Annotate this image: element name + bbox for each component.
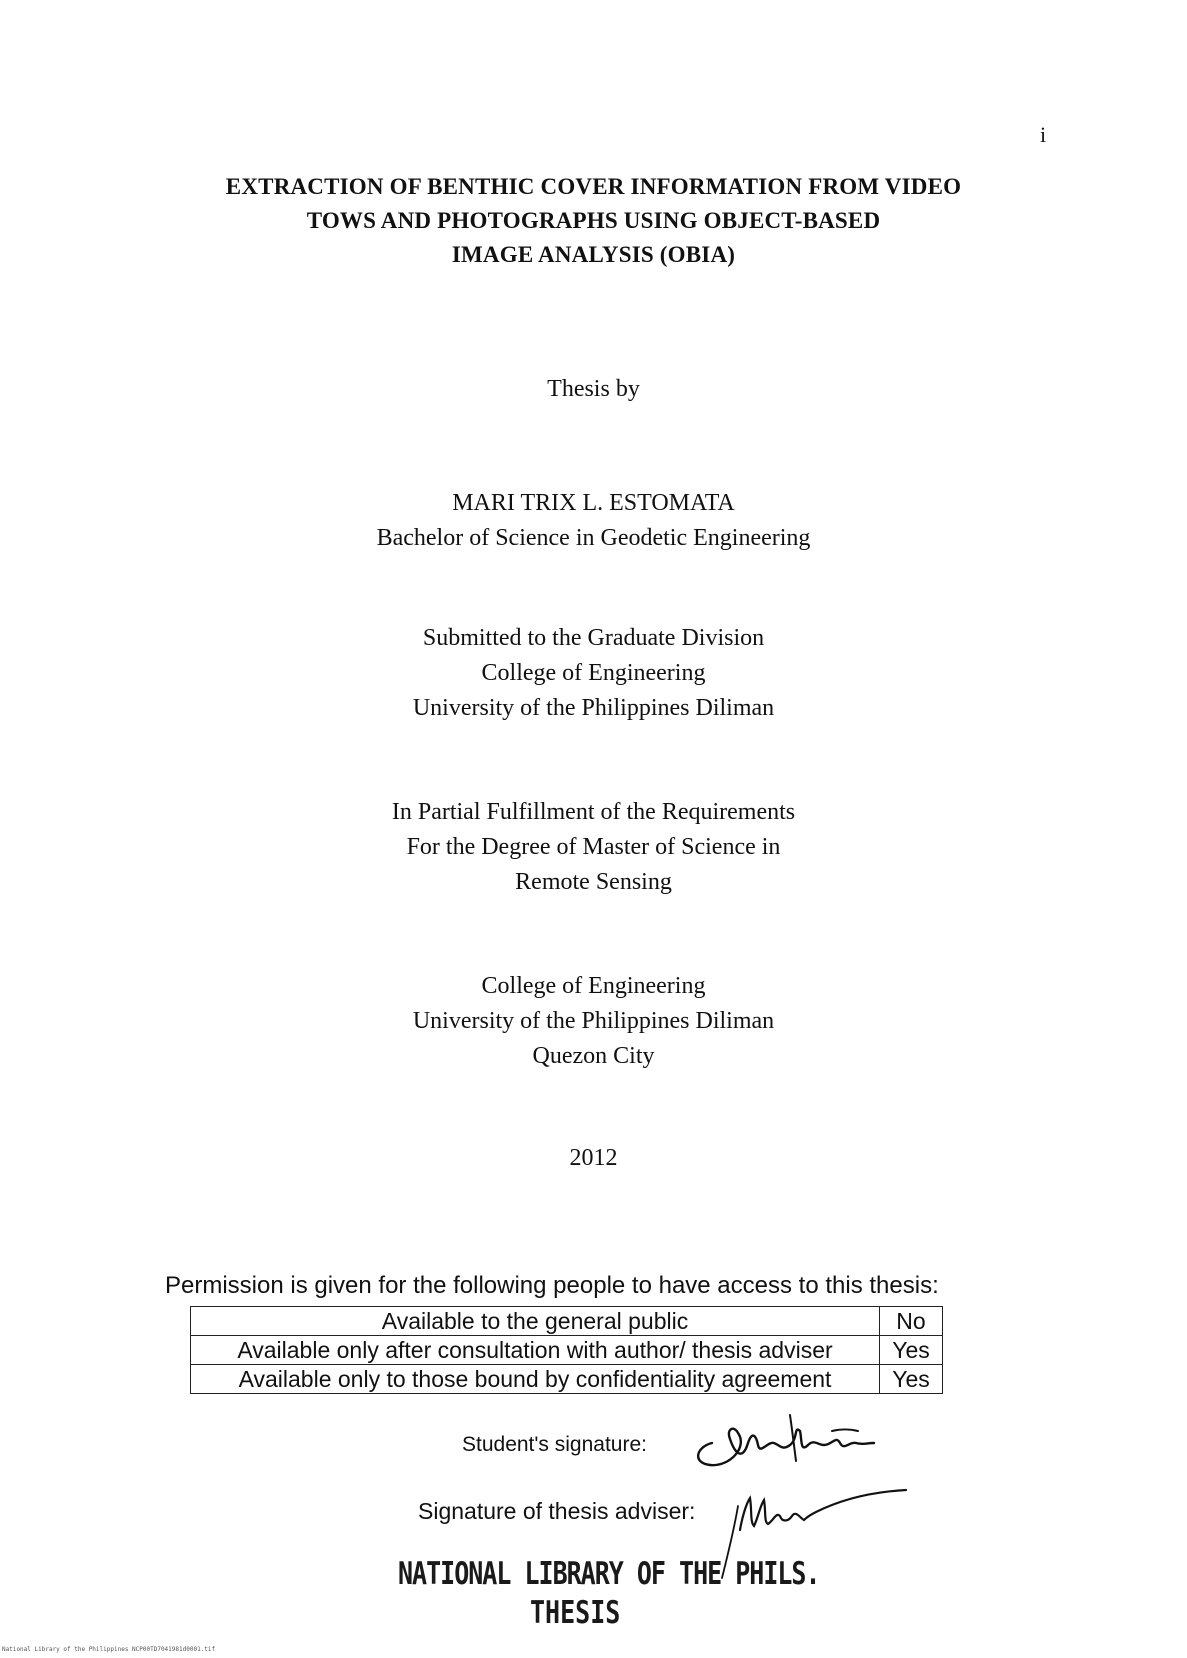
fulfillment-block [0,795,1187,900]
access-description: Available only after consultation with author/ thesis adviser [191,1336,880,1365]
institution-line: University of the Philippines Diliman [412,1008,775,1034]
table-row [191,1307,943,1336]
library-stamp [398,1555,820,1631]
thesis-by: Thesis by [547,376,640,402]
author-degree: Bachelor of Science in Geodetic Engineering [376,525,811,551]
access-description: Available only to those bound by confidentiality agreement [191,1365,880,1394]
access-value: No [880,1307,943,1336]
adviser-signature-label: Signature of thesis adviser: [418,1498,696,1524]
stamp-line1: NATIONAL LIBRARY OF THE PHILS. [398,1555,820,1592]
institution-block [0,969,1187,1074]
submission-line: Submitted to the Graduate Division [422,625,765,651]
page-number: i [1040,122,1047,147]
thesis-by-block [0,372,1187,407]
access-value: Yes [880,1336,943,1365]
institution-line: College of Engineering [481,973,706,999]
stamp-line2: THESIS [530,1594,621,1631]
institution-line: Quezon City [532,1043,655,1069]
author-name: MARI TRIX L. ESTOMATA [452,490,735,516]
author-block [0,486,1187,556]
submission-block [0,621,1187,726]
permission-intro: Permission is given for the following people to have access to this thesis: [165,1272,939,1299]
fulfillment-line: Remote Sensing [515,869,672,895]
scan-footer: National Library of the Philippines NCP00TD7041981d0001.tif [2,1646,216,1653]
student-signature [690,1405,910,1475]
submission-line: College of Engineering [481,660,706,686]
title-line: TOWS AND PHOTOGRAPHS USING OBJECT-BASED [306,208,881,233]
submission-line: University of the Philippines Diliman [412,695,775,721]
title-line: EXTRACTION OF BENTHIC COVER INFORMATION FROM VIDEO [225,174,962,199]
title-line: IMAGE ANALYSIS (OBIA) [451,242,736,267]
access-value: Yes [880,1365,943,1394]
fulfillment-line: In Partial Fulfillment of the Requirements [391,799,796,825]
student-signature-label: Student's signature: [462,1433,647,1456]
access-table [190,1306,943,1394]
year-block [0,1141,1187,1176]
fulfillment-line: For the Degree of Master of Science in [406,834,781,860]
table-row [191,1365,943,1394]
year: 2012 [569,1145,618,1171]
thesis-title [0,170,1187,272]
table-row [191,1336,943,1365]
access-description: Available to the general public [191,1307,880,1336]
